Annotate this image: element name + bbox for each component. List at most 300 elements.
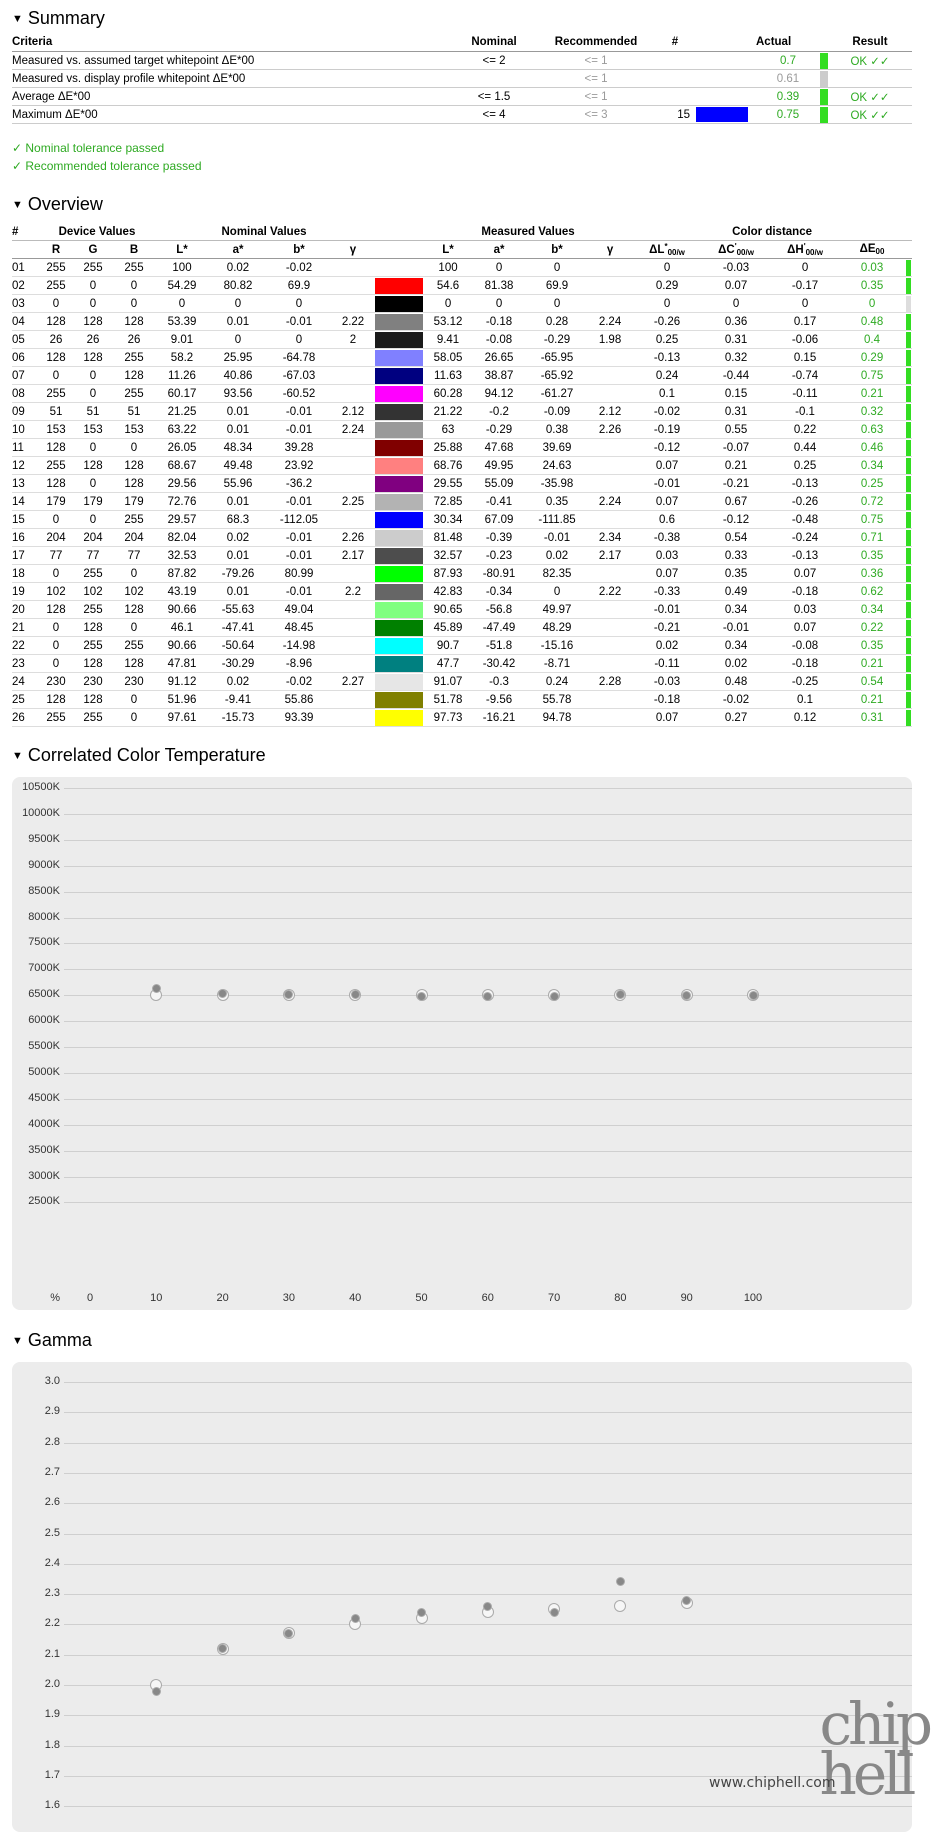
value-cell: 87.82 xyxy=(154,565,210,583)
gridline xyxy=(64,1624,912,1625)
value-cell: 2.12 xyxy=(332,403,374,421)
value-cell: 0 xyxy=(72,385,114,403)
x-tick-label: 90 xyxy=(680,1292,693,1304)
value-cell: 90.66 xyxy=(154,601,210,619)
value-cell: 255 xyxy=(72,637,114,655)
y-tick-label: 7500K xyxy=(28,936,60,949)
status-bar-cell xyxy=(904,403,912,421)
overview-row xyxy=(12,655,912,673)
value-cell: 2 xyxy=(332,331,374,349)
color-swatch xyxy=(375,314,423,330)
value-cell: -0.18 xyxy=(770,583,840,601)
overview-row xyxy=(12,259,912,277)
value-cell xyxy=(332,367,374,385)
value-cell xyxy=(332,259,374,277)
value-cell: -51.8 xyxy=(472,637,526,655)
value-cell: 82.35 xyxy=(526,565,588,583)
patch-id-cell: 08 xyxy=(12,385,40,403)
patch-id-cell: 05 xyxy=(12,331,40,349)
gridline xyxy=(64,918,912,919)
patch-swatch-cell xyxy=(696,52,748,70)
patch-id-cell: 17 xyxy=(12,547,40,565)
status-bar xyxy=(906,278,911,294)
value-cell: 23.92 xyxy=(266,457,332,475)
y-tick-label: 6500K xyxy=(28,988,60,1001)
value-cell xyxy=(588,259,632,277)
value-cell: 2.2 xyxy=(332,583,374,601)
value-cell: -0.3 xyxy=(472,673,526,691)
value-cell: 255 xyxy=(114,349,154,367)
value-cell: 128 xyxy=(40,349,72,367)
column-header: $\Delta H'_{00/w}$ xyxy=(770,241,840,259)
value-cell: 0 xyxy=(72,277,114,295)
value-cell: 0.46 xyxy=(840,439,904,457)
value-cell: 0.01 xyxy=(210,403,266,421)
value-cell xyxy=(588,619,632,637)
collapse-triangle-icon[interactable]: ▼ xyxy=(12,13,23,25)
status-bar xyxy=(820,71,828,87)
value-cell: 0.29 xyxy=(840,349,904,367)
value-cell: -36.2 xyxy=(266,475,332,493)
value-cell xyxy=(332,691,374,709)
value-cell: -0.09 xyxy=(526,403,588,421)
value-cell: 0.07 xyxy=(632,709,702,727)
gridline xyxy=(64,1534,912,1535)
value-cell: 0 xyxy=(472,259,526,277)
collapse-triangle-icon[interactable]: ▼ xyxy=(12,1335,23,1347)
value-cell: 128 xyxy=(40,439,72,457)
value-cell: -30.42 xyxy=(472,655,526,673)
patch-id-cell: 12 xyxy=(12,457,40,475)
value-cell: 128 xyxy=(72,619,114,637)
value-cell: 0.4 xyxy=(840,331,904,349)
color-swatch xyxy=(375,476,423,492)
value-cell: 128 xyxy=(114,367,154,385)
gamma-heading[interactable]: ▼ Gamma xyxy=(12,1330,92,1350)
value-cell: 49.95 xyxy=(472,457,526,475)
value-cell: 0 xyxy=(526,259,588,277)
nominal-point xyxy=(614,1600,626,1612)
value-cell: 67.09 xyxy=(472,511,526,529)
value-cell: 58.2 xyxy=(154,349,210,367)
y-tick-label: 7000K xyxy=(28,962,60,975)
value-cell: 0.01 xyxy=(210,547,266,565)
patch-swatch xyxy=(696,53,748,68)
nominal-cell: <= 4 xyxy=(450,106,538,124)
value-cell: 0.48 xyxy=(840,313,904,331)
gridline xyxy=(64,1655,912,1656)
gridline xyxy=(64,1685,912,1686)
color-swatch xyxy=(375,440,423,456)
color-swatch-cell xyxy=(374,313,424,331)
column-header: G xyxy=(72,241,114,259)
gridline xyxy=(64,969,912,970)
value-cell: 0.33 xyxy=(702,547,770,565)
value-cell xyxy=(332,349,374,367)
cct-chart xyxy=(12,777,912,1310)
summary-row xyxy=(12,106,912,124)
value-cell: 128 xyxy=(40,475,72,493)
column-header xyxy=(12,241,40,259)
overview-row xyxy=(12,475,912,493)
value-cell: -0.18 xyxy=(770,655,840,673)
value-cell: -0.01 xyxy=(526,529,588,547)
value-cell: 0.03 xyxy=(632,547,702,565)
y-tick-label: 10000K xyxy=(22,806,60,819)
measured-point xyxy=(550,992,559,1001)
value-cell: 0.02 xyxy=(632,637,702,655)
measured-point xyxy=(483,1602,492,1611)
value-cell: 42.83 xyxy=(424,583,472,601)
value-cell: 87.93 xyxy=(424,565,472,583)
value-cell xyxy=(588,691,632,709)
overview-row xyxy=(12,673,912,691)
color-swatch xyxy=(375,458,423,474)
status-bar-cell xyxy=(904,349,912,367)
overview-row xyxy=(12,295,912,313)
value-cell: 0 xyxy=(114,439,154,457)
y-tick-label: 6000K xyxy=(28,1014,60,1027)
value-cell: 0.34 xyxy=(702,637,770,655)
summary-col-result: Result xyxy=(828,33,912,52)
column-header: $\Delta C'_{00/w}$ xyxy=(702,241,770,259)
summary-col-actual: Actual xyxy=(756,33,820,52)
value-cell: -0.03 xyxy=(702,259,770,277)
y-tick-label: 5500K xyxy=(28,1040,60,1052)
value-cell: 90.66 xyxy=(154,637,210,655)
collapse-triangle-icon[interactable]: ▼ xyxy=(12,750,23,762)
value-cell: 0 xyxy=(770,295,840,313)
value-cell: -35.98 xyxy=(526,475,588,493)
value-cell: 24.63 xyxy=(526,457,588,475)
column-header: γ xyxy=(588,241,632,259)
value-cell: 153 xyxy=(114,421,154,439)
value-cell: 2.25 xyxy=(332,493,374,511)
value-cell: -0.01 xyxy=(266,547,332,565)
value-cell: -0.06 xyxy=(770,331,840,349)
value-cell: 55.96 xyxy=(210,475,266,493)
value-cell: 46.1 xyxy=(154,619,210,637)
value-cell: 72.76 xyxy=(154,493,210,511)
value-cell: 255 xyxy=(114,259,154,277)
value-cell: -0.21 xyxy=(632,619,702,637)
value-cell: 255 xyxy=(40,277,72,295)
value-cell: 9.41 xyxy=(424,331,472,349)
status-bar-cell xyxy=(904,709,912,727)
color-swatch-cell xyxy=(374,295,424,313)
value-cell: 179 xyxy=(40,493,72,511)
color-swatch-cell xyxy=(374,421,424,439)
value-cell: 29.56 xyxy=(154,475,210,493)
value-cell: -0.17 xyxy=(770,277,840,295)
measured-point xyxy=(351,1614,360,1623)
value-cell xyxy=(332,565,374,583)
color-swatch xyxy=(375,638,423,654)
value-cell: 0.07 xyxy=(770,619,840,637)
patch-id-cell: 22 xyxy=(12,637,40,655)
value-cell: 0.07 xyxy=(702,277,770,295)
value-cell: 0 xyxy=(114,565,154,583)
y-tick-label: 2.7 xyxy=(44,1465,60,1478)
gridline xyxy=(64,866,912,867)
value-cell: -80.91 xyxy=(472,565,526,583)
value-cell: 0 xyxy=(632,295,702,313)
value-cell: -0.11 xyxy=(770,385,840,403)
value-cell: 0 xyxy=(702,295,770,313)
value-cell: 0.34 xyxy=(840,457,904,475)
overview-row xyxy=(12,529,912,547)
overview-heading[interactable]: ▼ Overview xyxy=(12,194,103,214)
status-bar xyxy=(906,296,911,312)
value-cell: 0.6 xyxy=(632,511,702,529)
status-bar xyxy=(906,692,911,708)
x-tick-label: 70 xyxy=(547,1292,561,1304)
gridline xyxy=(64,1503,912,1504)
value-cell: 0.01 xyxy=(210,313,266,331)
y-tick-label: 1.7 xyxy=(44,1768,60,1781)
gridline xyxy=(64,1177,912,1178)
overview-row xyxy=(12,277,912,295)
color-swatch-cell xyxy=(374,439,424,457)
color-swatch xyxy=(375,584,423,600)
gridline xyxy=(64,1564,912,1565)
cct-heading[interactable]: ▼ Correlated Color Temperature xyxy=(12,745,266,765)
value-cell: 0.07 xyxy=(632,493,702,511)
value-cell: 0.21 xyxy=(840,385,904,403)
criteria-cell: Average ΔE*00 xyxy=(12,88,450,106)
value-cell: 97.61 xyxy=(154,709,210,727)
value-cell: 2.12 xyxy=(588,403,632,421)
value-cell: 0.49 xyxy=(702,583,770,601)
value-cell: 53.39 xyxy=(154,313,210,331)
value-cell: 49.97 xyxy=(526,601,588,619)
value-cell: -0.13 xyxy=(770,547,840,565)
value-cell: 94.12 xyxy=(472,385,526,403)
recommended-pass-message: ✓ Recommended tolerance passed xyxy=(12,159,202,173)
status-bar-cell xyxy=(820,88,828,106)
y-tick-label: 3500K xyxy=(28,1143,60,1156)
value-cell: -0.23 xyxy=(472,547,526,565)
value-cell: 60.28 xyxy=(424,385,472,403)
value-cell: 0.17 xyxy=(770,313,840,331)
actual-cell: 0.75 xyxy=(756,106,820,124)
status-bar xyxy=(906,458,911,474)
value-cell: -0.44 xyxy=(702,367,770,385)
status-bar xyxy=(820,89,828,105)
value-cell: 77 xyxy=(114,547,154,565)
value-cell: 25.95 xyxy=(210,349,266,367)
measured-point xyxy=(152,1687,161,1696)
value-cell: 0.48 xyxy=(702,673,770,691)
value-cell xyxy=(332,637,374,655)
value-cell: 21.22 xyxy=(424,403,472,421)
value-cell: 51.78 xyxy=(424,691,472,709)
x-tick-label: 30 xyxy=(282,1292,296,1304)
status-bar xyxy=(906,332,911,348)
value-cell: 49.04 xyxy=(266,601,332,619)
criteria-cell: Maximum ΔE*00 xyxy=(12,106,450,124)
status-bar-cell xyxy=(904,673,912,691)
value-cell: 49.48 xyxy=(210,457,266,475)
value-cell: -67.03 xyxy=(266,367,332,385)
value-cell: 0.02 xyxy=(210,673,266,691)
value-cell: 39.28 xyxy=(266,439,332,457)
y-tick-label: 2500K xyxy=(28,1195,60,1208)
value-cell: -0.2 xyxy=(472,403,526,421)
y-tick-label: 8000K xyxy=(28,910,60,923)
value-cell: -0.01 xyxy=(266,583,332,601)
value-cell: -0.19 xyxy=(632,421,702,439)
value-cell: 0.01 xyxy=(210,583,266,601)
overview-row xyxy=(12,457,912,475)
gridline xyxy=(64,943,912,944)
color-swatch xyxy=(375,404,423,420)
patch-id-cell: 06 xyxy=(12,349,40,367)
value-cell: -0.25 xyxy=(770,673,840,691)
value-cell: 0 xyxy=(632,259,702,277)
overview-row xyxy=(12,547,912,565)
value-cell: -0.48 xyxy=(770,511,840,529)
patch-swatch xyxy=(696,107,748,122)
color-swatch xyxy=(375,278,423,294)
value-cell: 91.07 xyxy=(424,673,472,691)
column-header: R xyxy=(40,241,72,259)
watermark-url: www.chiphell.com xyxy=(709,1775,836,1791)
value-cell: 32.53 xyxy=(154,547,210,565)
value-cell: 0.07 xyxy=(632,457,702,475)
value-cell: 128 xyxy=(72,691,114,709)
color-swatch xyxy=(375,548,423,564)
value-cell: 255 xyxy=(40,709,72,727)
value-cell: -0.29 xyxy=(526,331,588,349)
value-cell: 0 xyxy=(114,295,154,313)
color-swatch-cell xyxy=(374,349,424,367)
value-cell: -0.12 xyxy=(632,439,702,457)
column-header: γ xyxy=(332,241,374,259)
overview-table xyxy=(12,223,912,727)
value-cell: 93.56 xyxy=(210,385,266,403)
gridline xyxy=(64,1443,912,1444)
patch-id-cell: 25 xyxy=(12,691,40,709)
value-cell: -0.13 xyxy=(632,349,702,367)
status-bar-cell xyxy=(904,493,912,511)
gridline xyxy=(64,1021,912,1022)
value-cell: 0 xyxy=(40,565,72,583)
status-bar xyxy=(906,656,911,672)
value-cell: -64.78 xyxy=(266,349,332,367)
summary-row xyxy=(12,70,912,88)
collapse-triangle-icon[interactable]: ▼ xyxy=(12,199,23,211)
value-cell: 55.78 xyxy=(526,691,588,709)
color-swatch-cell xyxy=(374,583,424,601)
status-bar xyxy=(906,674,911,690)
value-cell: 102 xyxy=(40,583,72,601)
value-cell xyxy=(332,457,374,475)
value-cell: 0.35 xyxy=(840,277,904,295)
gridline xyxy=(64,840,912,841)
overview-row xyxy=(12,493,912,511)
value-cell: 38.87 xyxy=(472,367,526,385)
patch-id-cell: 18 xyxy=(12,565,40,583)
patch-id-cell: 02 xyxy=(12,277,40,295)
value-cell: -0.03 xyxy=(632,673,702,691)
patch-id-cell: 13 xyxy=(12,475,40,493)
status-bar xyxy=(906,494,911,510)
status-bar xyxy=(906,620,911,636)
value-cell: -0.01 xyxy=(266,529,332,547)
value-cell: 47.7 xyxy=(424,655,472,673)
status-bar xyxy=(906,386,911,402)
value-cell: 0.02 xyxy=(702,655,770,673)
gridline xyxy=(64,1412,912,1413)
actual-cell: 0.7 xyxy=(756,52,820,70)
value-cell: 0.21 xyxy=(702,457,770,475)
status-bar-cell xyxy=(904,655,912,673)
value-cell: 0.54 xyxy=(702,529,770,547)
result-cell: OK ✓✓ xyxy=(828,88,912,106)
value-cell: 93.39 xyxy=(266,709,332,727)
value-cell: 60.17 xyxy=(154,385,210,403)
value-cell: 45.89 xyxy=(424,619,472,637)
value-cell: 29.57 xyxy=(154,511,210,529)
color-swatch xyxy=(375,602,423,618)
value-cell: 69.9 xyxy=(266,277,332,295)
y-tick-label: 1.8 xyxy=(44,1738,60,1751)
value-cell xyxy=(332,385,374,403)
summary-col-criteria: Criteria xyxy=(12,33,450,52)
value-cell: 0.03 xyxy=(770,601,840,619)
color-swatch xyxy=(375,674,423,690)
x-tick-label: 80 xyxy=(614,1292,627,1304)
overview-row xyxy=(12,439,912,457)
value-cell: 0 xyxy=(40,619,72,637)
value-cell: 0.34 xyxy=(702,601,770,619)
color-swatch-cell xyxy=(374,367,424,385)
value-cell: 94.78 xyxy=(526,709,588,727)
value-cell: 0.1 xyxy=(632,385,702,403)
value-cell xyxy=(588,709,632,727)
value-cell xyxy=(332,475,374,493)
value-cell: 11.63 xyxy=(424,367,472,385)
status-bar xyxy=(906,566,911,582)
color-swatch xyxy=(375,350,423,366)
value-cell: 0.02 xyxy=(526,547,588,565)
value-cell: 26 xyxy=(72,331,114,349)
color-swatch xyxy=(375,494,423,510)
chiphell-logo: chip hell xyxy=(819,1690,929,1808)
gridline xyxy=(64,892,912,893)
y-tick-label: 3000K xyxy=(28,1169,60,1182)
value-cell: 0.72 xyxy=(840,493,904,511)
value-cell: 255 xyxy=(72,565,114,583)
status-bar-cell xyxy=(904,385,912,403)
gridline xyxy=(64,1473,912,1474)
value-cell: 102 xyxy=(72,583,114,601)
value-cell: -79.26 xyxy=(210,565,266,583)
value-cell: -47.49 xyxy=(472,619,526,637)
x-tick-label: 10 xyxy=(150,1292,163,1304)
status-bar-cell xyxy=(904,277,912,295)
y-tick-label: 2.5 xyxy=(44,1526,60,1539)
value-cell: 255 xyxy=(40,385,72,403)
status-bar-cell xyxy=(904,295,912,313)
summary-heading[interactable]: ▼ Summary xyxy=(12,8,105,28)
status-bar-cell xyxy=(904,421,912,439)
value-cell: -50.64 xyxy=(210,637,266,655)
status-bar xyxy=(906,530,911,546)
patch-swatch xyxy=(696,89,748,104)
value-cell xyxy=(332,295,374,313)
